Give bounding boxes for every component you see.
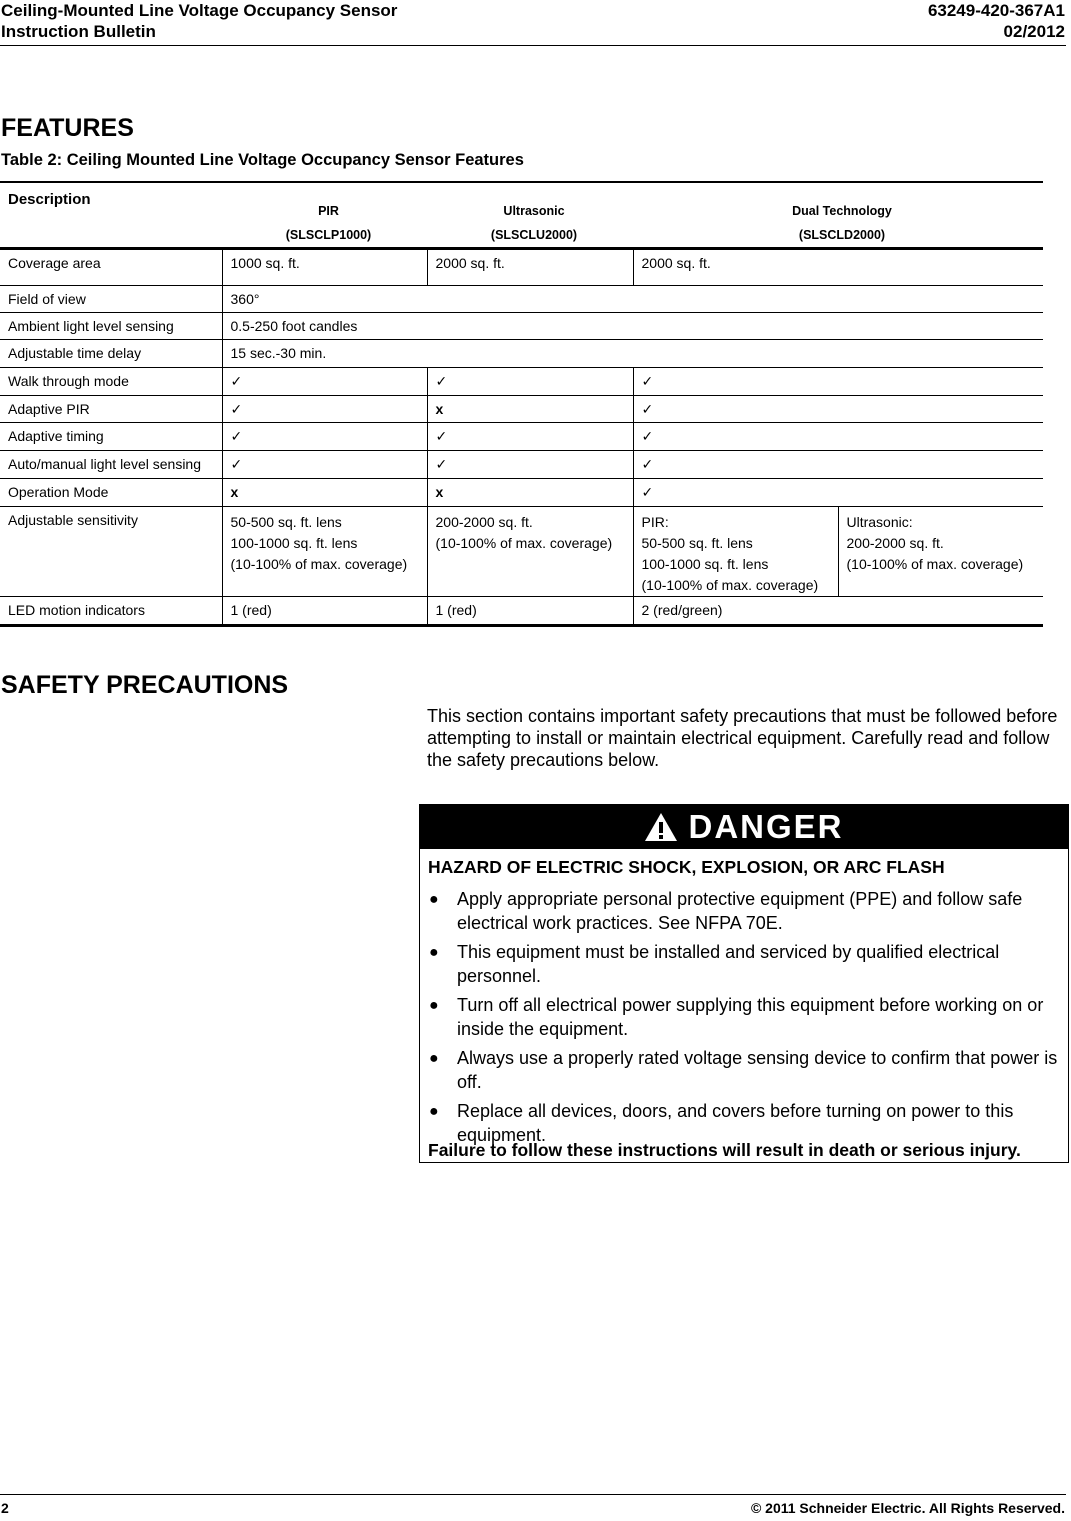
table-row <box>0 286 1043 313</box>
text-line: 200-2000 sq. ft. <box>435 514 533 530</box>
table-row <box>0 396 1043 423</box>
bullet-icon: ● <box>429 1050 439 1067</box>
bullet-icon: ● <box>429 1103 439 1120</box>
cell-ultrasonic: x <box>427 479 633 507</box>
ultrasonic-label: Ultrasonic <box>503 204 565 218</box>
features-table <box>0 181 1043 627</box>
row-label: LED motion indicators <box>0 597 222 626</box>
cell-dual: 2 (red/green) <box>641 602 723 618</box>
cell-pir: 1000 sq. ft. <box>222 249 427 286</box>
doc-subtitle: Instruction Bulletin <box>1 22 156 41</box>
list-item <box>420 994 1068 1041</box>
text-line: PIR: <box>641 514 669 530</box>
table-row <box>0 249 1043 286</box>
cell-pir: x <box>222 479 427 507</box>
doc-number: 63249-420-367A1 <box>927 1 1065 20</box>
col-header-description: Description <box>8 191 91 208</box>
cell-ultrasonic: 1 (red) <box>427 597 633 626</box>
safety-intro: This section contains important safety precautions that must be followed before attempting to install or maintain electrical equipment. Carefully read and follow the safety precautions below. <box>427 706 1058 770</box>
header-right <box>928 0 1065 42</box>
text-line: (10-100% of max. coverage) <box>230 556 408 572</box>
cell-all: 0.5-250 foot candles <box>230 318 358 334</box>
bullet-icon: ● <box>429 944 439 961</box>
copyright: © 2011 Schneider Electric. All Rights Reserved. <box>750 1500 1065 1516</box>
cell-dual: ✓ <box>641 373 654 389</box>
col-header-ultrasonic <box>427 182 633 249</box>
hazard-title: HAZARD OF ELECTRIC SHOCK, EXPLOSION, OR ARC FLASH <box>428 857 945 877</box>
danger-box <box>419 804 1069 1163</box>
features-heading: FEATURES <box>1 114 134 142</box>
header-divider <box>0 45 1066 46</box>
table-row <box>0 313 1043 340</box>
row-label: Adjustable time delay <box>0 340 222 368</box>
cell-pir <box>222 507 427 597</box>
cell-all: 15 sec.-30 min. <box>230 345 327 361</box>
table-row <box>0 479 1043 507</box>
table-row <box>0 597 1043 626</box>
cell-pir: ✓ <box>222 423 427 451</box>
page-number: 2 <box>1 1500 9 1516</box>
bullet-icon: ● <box>429 997 439 1014</box>
list-item <box>420 888 1068 935</box>
list-item <box>420 941 1068 988</box>
doc-title: Ceiling-Mounted Line Voltage Occupancy Sensor <box>1 1 398 20</box>
hazard-list <box>420 888 1068 1147</box>
danger-label: DANGER <box>688 808 844 845</box>
danger-footer: Failure to follow these instructions will result in death or serious injury. <box>428 1140 1021 1160</box>
cell-dual: 2000 sq. ft. <box>641 255 711 271</box>
cell-pir: ✓ <box>222 368 427 396</box>
table-header-row <box>0 182 1043 249</box>
cell-dual: ✓ <box>641 484 654 500</box>
cell-ultrasonic <box>427 507 633 597</box>
text-line: (10-100% of max. coverage) <box>641 577 819 593</box>
warning-triangle-icon <box>644 812 678 842</box>
text-line: 200-2000 sq. ft. <box>846 535 944 551</box>
ultrasonic-model: (SLSCLU2000) <box>490 228 578 242</box>
text-line: 100-1000 sq. ft. lens <box>641 556 769 572</box>
safety-heading: SAFETY PRECAUTIONS <box>1 671 289 699</box>
pir-label: PIR <box>318 204 339 218</box>
table-row <box>0 368 1043 396</box>
cell-dual-ultrasonic <box>838 507 1043 597</box>
row-label: Walk through mode <box>0 368 222 396</box>
footer-divider <box>0 1494 1066 1495</box>
col-header-pir <box>222 182 427 249</box>
row-label: Auto/manual light level sensing <box>0 451 222 479</box>
text-line: (10-100% of max. coverage) <box>846 556 1024 572</box>
cell-pir: ✓ <box>222 396 427 423</box>
row-label: Operation Mode <box>0 479 222 507</box>
cell-ultrasonic: ✓ <box>427 451 633 479</box>
pir-model: (SLSCLP1000) <box>285 228 372 242</box>
cell-dual: ✓ <box>641 401 654 417</box>
row-label: Field of view <box>0 286 222 313</box>
table-caption: Table 2: Ceiling Mounted Line Voltage Occupancy Sensor Features <box>1 151 524 169</box>
cell-dual: ✓ <box>641 456 654 472</box>
cell-ultrasonic: ✓ <box>427 368 633 396</box>
bullet-text: Always use a properly rated voltage sensing device to confirm that power is off. <box>457 1048 1058 1092</box>
col-header-dual <box>633 182 1043 249</box>
dual-label: Dual Technology <box>792 204 892 218</box>
row-label: Adaptive PIR <box>0 396 222 423</box>
row-label: Adjustable sensitivity <box>0 507 222 597</box>
doc-date: 02/2012 <box>1003 22 1065 41</box>
text-line: 50-500 sq. ft. lens <box>230 514 342 530</box>
cell-pir: ✓ <box>222 451 427 479</box>
row-label: Adaptive timing <box>0 423 222 451</box>
text-line: (10-100% of max. coverage) <box>435 535 613 551</box>
text-line: 50-500 sq. ft. lens <box>641 535 753 551</box>
list-item <box>420 1047 1068 1094</box>
bullet-text: Apply appropriate personal protective equipment (PPE) and follow safe electrical work practices. See NFPA 70E. <box>457 889 1023 933</box>
header-left <box>1 0 397 42</box>
cell-ultrasonic: ✓ <box>427 423 633 451</box>
text-line: Ultrasonic: <box>846 514 913 530</box>
dual-model: (SLSCLD2000) <box>798 228 886 242</box>
cell-dual-pir <box>633 507 838 597</box>
cell-ultrasonic: x <box>427 396 633 423</box>
cell-dual: ✓ <box>641 428 654 444</box>
danger-banner <box>420 805 1068 849</box>
bullet-text: Replace all devices, doors, and covers before turning on power to this equipment. <box>457 1101 1014 1145</box>
text-line: 100-1000 sq. ft. lens <box>230 535 358 551</box>
bullet-text: This equipment must be installed and serviced by qualified electrical personnel. <box>457 942 1000 986</box>
row-label: Ambient light level sensing <box>0 313 222 340</box>
row-label: Coverage area <box>0 249 222 286</box>
cell-ultrasonic: 2000 sq. ft. <box>427 249 633 286</box>
bullet-icon: ● <box>429 891 439 908</box>
table-row <box>0 423 1043 451</box>
table-row <box>0 340 1043 368</box>
table-row <box>0 451 1043 479</box>
bullet-text: Turn off all electrical power supplying this equipment before working on or inside the equipment. <box>457 995 1044 1039</box>
table-row <box>0 507 1043 597</box>
cell-all: 360° <box>230 291 260 307</box>
cell-pir: 1 (red) <box>222 597 427 626</box>
